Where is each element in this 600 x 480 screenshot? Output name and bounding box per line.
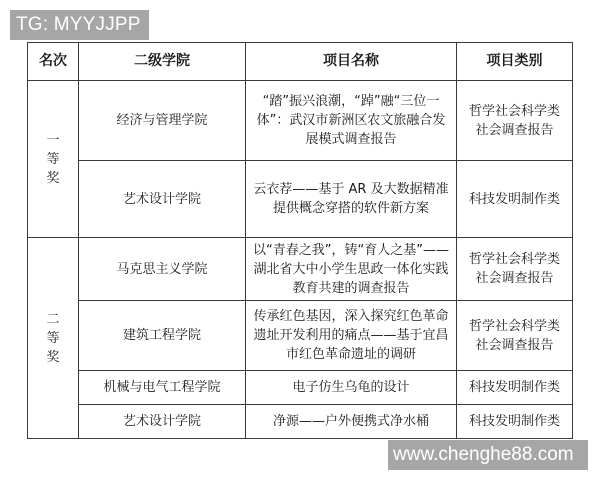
college-cell: 艺术设计学院 (79, 405, 246, 439)
table-row (28, 371, 573, 405)
category-cell: 哲学社会科学类社会调查报告 (457, 81, 573, 161)
category-cell: 哲学社会科学类社会调查报告 (457, 301, 573, 371)
table-row (28, 238, 573, 301)
table-row (28, 301, 573, 371)
college-cell: 经济与管理学院 (79, 81, 246, 161)
project-cell: 净源——户外便携式净水桶 (246, 405, 457, 439)
project-cell: 传承红色基因，深入探究红色革命遗址开发利用的痛点——基于宜昌市红色革命遗址的调研 (246, 301, 457, 371)
rank-second-prize (28, 238, 79, 439)
rank-first-prize (28, 81, 79, 238)
category-cell: 科技发明制作类 (457, 371, 573, 405)
header-rank: 名次 (28, 43, 79, 81)
project-cell: 以“青春之我”，铸“育人之基”——湖北省大中小学生思政一体化实践教育共建的调查报告 (246, 238, 457, 301)
project-cell: “踏”振兴浪潮，“踔”融“三位一体”：武汉市新洲区农文旅融合发展模式调查报告 (246, 81, 457, 161)
rank-char: 一 (46, 132, 60, 148)
rank-char: 二 (46, 311, 60, 327)
table-row (28, 405, 573, 439)
header-project-category: 项目类别 (457, 43, 573, 81)
category-cell: 科技发明制作类 (457, 161, 573, 238)
watermark-top: TG: MYYJJPP (10, 10, 149, 40)
category-cell: 科技发明制作类 (457, 405, 573, 439)
header-college: 二级学院 (79, 43, 246, 81)
college-cell: 艺术设计学院 (79, 161, 246, 238)
table-row (28, 161, 573, 238)
project-cell: 云衣荐——基于 AR 及大数据精准提供概念穿搭的软件新方案 (246, 161, 457, 238)
rank-char: 等 (46, 330, 60, 346)
college-cell: 马克思主义学院 (79, 238, 246, 301)
rank-char: 奖 (46, 349, 60, 365)
category-cell: 哲学社会科学类社会调查报告 (457, 238, 573, 301)
watermark-bottom: www.chenghe88.com (388, 440, 588, 470)
rank-char: 等 (46, 151, 60, 167)
project-cell: 电子仿生乌龟的设计 (246, 371, 457, 405)
rank-char: 奖 (46, 170, 60, 186)
table-row (28, 81, 573, 161)
table-header-row (28, 43, 573, 81)
header-project-name: 项目名称 (246, 43, 457, 81)
college-cell: 机械与电气工程学院 (79, 371, 246, 405)
awards-table (27, 42, 573, 439)
college-cell: 建筑工程学院 (79, 301, 246, 371)
